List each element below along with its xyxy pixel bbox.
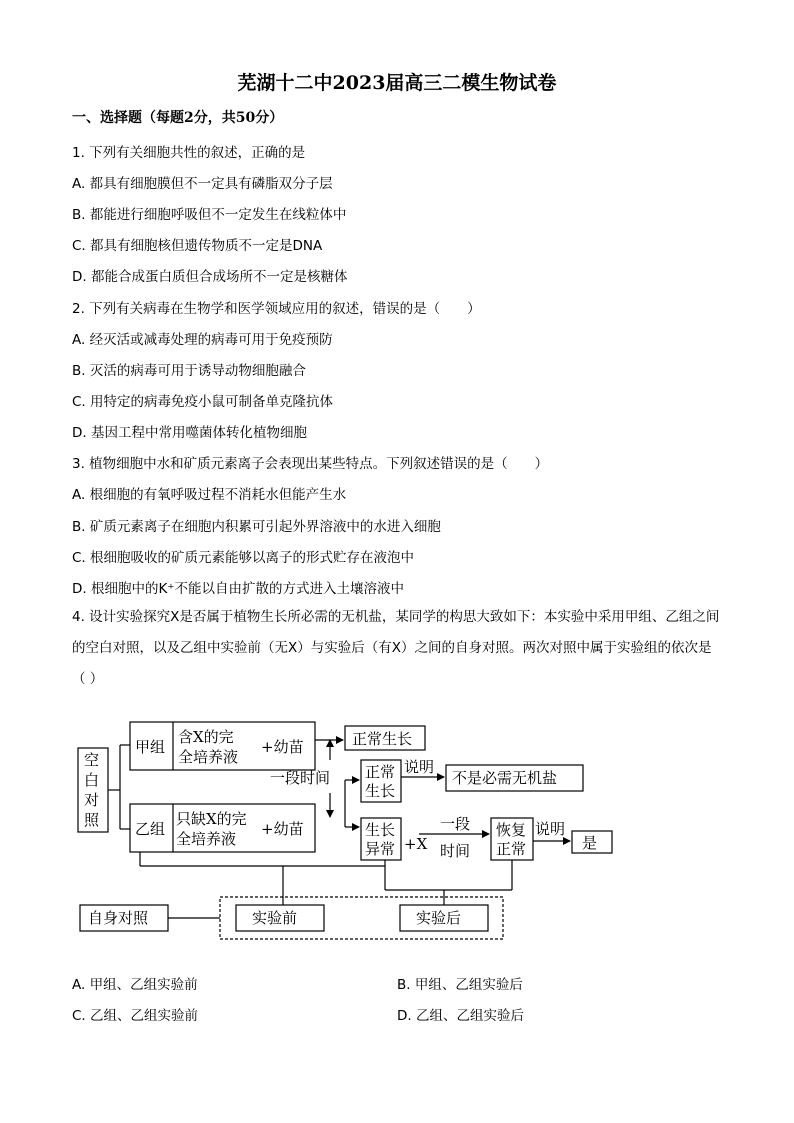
- medium-lack-line-2: 全培养液: [176, 830, 237, 848]
- recovered-line-2: 正常: [496, 840, 527, 858]
- group-yi-label: 乙组: [135, 820, 166, 838]
- question-2-option-b: B. 灭活的病毒可用于诱导动物细胞融合: [72, 363, 306, 379]
- question-4-option-b: B. 甲组、乙组实验后: [397, 977, 523, 993]
- period2-line-2: 时间: [440, 842, 471, 860]
- abnormal-line-1: 生长: [365, 821, 396, 839]
- before-label: 实验前: [252, 909, 298, 927]
- question-2-option-c: C. 用特定的病毒免疫小鼠可制备单克隆抗体: [72, 394, 334, 410]
- question-1-option-b: B. 都能进行细胞呼吸但不一定发生在线粒体中: [72, 207, 347, 223]
- explain-label-2: 说明: [535, 820, 566, 838]
- question-4-option-d: D. 乙组、乙组实验后: [397, 1008, 524, 1024]
- medium-full-line-1: 含X的完: [178, 728, 234, 746]
- question-1-option-d: D. 都能合成蛋白质但合成场所不一定是核糖体: [72, 269, 348, 285]
- page-title: 芜湖十二中2023届高三二模生物试卷: [237, 72, 557, 94]
- abnormal-line-2: 异常: [365, 840, 396, 858]
- not-essential-label: 不是必需无机盐: [452, 769, 558, 787]
- question-4-stem: 4. 设计实验探究X是否属于植物生长所必需的无机盐，某同学的构思大致如下：本实验中采用甲组、乙组之间的空白对照，以及乙组中实验前（无X）与实验后（有X）之间的自身对照。两次对照中属于实验组的依次是（ ）: [72, 609, 720, 687]
- question-3-option-c: C. 根细胞吸收的矿质元素能够以离子的形式贮存在液泡中: [72, 550, 415, 566]
- section-heading: 一、选择题（每题2分，共50分）: [72, 110, 284, 126]
- question-2-stem: 2. 下列有关病毒在生物学和医学领域应用的叙述，错误的是（ ）: [72, 301, 481, 317]
- question-1-option-c: C. 都具有细胞核但遗传物质不一定是DNA: [72, 238, 323, 254]
- question-2-option-d: D. 基因工程中常用噬菌体转化植物细胞: [72, 425, 307, 441]
- recovered-line-1: 恢复: [496, 821, 527, 839]
- medium-full-line-2: 全培养液: [178, 748, 239, 766]
- question-4-option-a: A. 甲组、乙组实验前: [72, 977, 198, 993]
- plus-seedling-yi: +幼苗: [261, 820, 304, 838]
- blank-control-char-1: 空: [84, 751, 100, 769]
- question-1-stem: 1. 下列有关细胞共性的叙述，正确的是: [72, 145, 306, 161]
- question-2-option-a: A. 经灭活或减毒处理的病毒可用于免疫预防: [72, 332, 333, 348]
- period-label: 一段时间: [270, 769, 331, 787]
- blank-control-char-2: 白: [84, 771, 100, 789]
- after-label: 实验后: [416, 909, 462, 927]
- plus-seedling-jia: +幼苗: [261, 738, 304, 756]
- question-4-option-c: C. 乙组、乙组实验前: [72, 1008, 199, 1024]
- question-3-option-a: A. 根细胞的有氧呼吸过程不消耗水但能产生水: [72, 487, 347, 503]
- explain-label-1: 说明: [404, 758, 435, 776]
- experiment-diagram: [0, 705, 794, 955]
- normal-growth-label: 正常生长: [352, 730, 413, 748]
- medium-lack-line-1: 只缺X的完: [176, 810, 247, 828]
- normal-short-line-2: 生长: [365, 782, 396, 800]
- question-3-option-d: D. 根细胞中的K⁺不能以自由扩散的方式进入土壤溶液中: [72, 581, 404, 597]
- group-jia-label: 甲组: [135, 738, 166, 756]
- yes-label: 是: [582, 834, 598, 852]
- period2-line-1: 一段: [440, 815, 471, 833]
- question-3-stem: 3. 植物细胞中水和矿质元素离子会表现出某些特点。下列叙述错误的是（ ）: [72, 456, 549, 472]
- blank-control-char-4: 照: [84, 811, 100, 829]
- self-control-label: 自身对照: [88, 909, 149, 927]
- question-3-option-b: B. 矿质元素离子在细胞内积累可引起外界溶液中的水进入细胞: [72, 519, 441, 535]
- plus-x-label: +X: [404, 835, 428, 853]
- question-1-option-a: A. 都具有细胞膜但不一定具有磷脂双分子层: [72, 176, 333, 192]
- normal-short-line-1: 正常: [365, 763, 396, 781]
- blank-control-char-3: 对: [84, 791, 100, 809]
